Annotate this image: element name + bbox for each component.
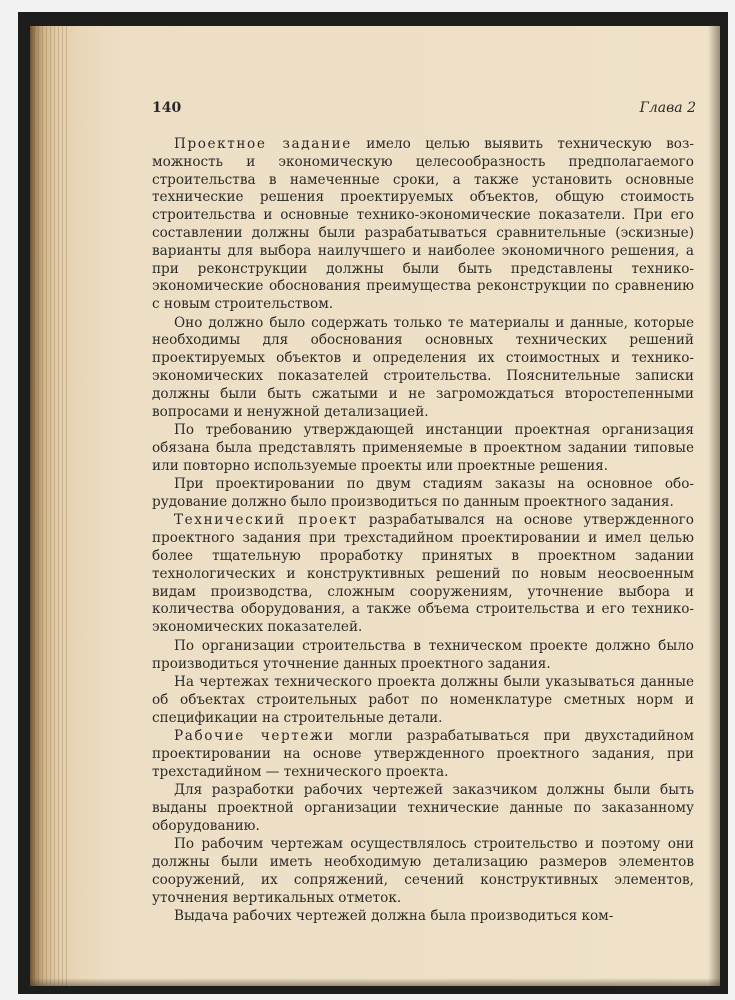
paragraph	[152, 908, 694, 926]
paragraph	[152, 476, 694, 512]
paragraph-text: Для разработки рабочих чертежей заказчиком должны были быть выданы проектной организации технические данные по заказанному оборудованию.	[152, 782, 694, 834]
page-edges	[30, 26, 70, 986]
paragraph-text: Оно должно было содержать только те материалы и данные, которые необходимы для обоснования основных технических решений проектируемых объектов и определения их стоимостных и технико-экономических показателей строительства. Пояснительные записки должны были быть сжатыми и не загромождаться второстепенными вопросами и ненужной детализацией.	[152, 314, 694, 420]
paragraph-text: могли разрабатываться при двухстадийном проектировании на основе утвержденного проектного задания, при трехстадийном — технического проекта.	[152, 728, 694, 780]
term-lead: Рабочие чертежи	[174, 728, 335, 745]
chapter-title: Глава 2	[639, 100, 696, 116]
paragraph	[152, 836, 694, 907]
page-bottom-shadow	[30, 978, 720, 986]
paragraph	[152, 674, 694, 727]
paragraph-text: По требованию утверждающей инстанции проектная организация обязана была представлять применяемые в проектном задании типовые или повторно используемые проекты или проектные решения.	[152, 422, 694, 474]
term-lead: Проектное задание	[174, 136, 352, 152]
page-right-shadow	[708, 26, 720, 986]
paragraph-text: Выдача рабочих чертежей должна была производиться ком-	[174, 908, 614, 925]
paragraph	[152, 315, 694, 422]
paragraph	[152, 728, 694, 781]
page-number: 140	[152, 100, 182, 116]
paragraph-text: разрабатывался на основе утвержденного проектного задания при трехстадийном проектировании и имел целью более тщательную проработку принятых в проектном задании технологических и конструктивных решений по новым неосвоенным видам производства, сложным сооружениям, уточнение выбора и количества оборудования, а также объема строительства и его технико-экономических показателей.	[152, 512, 694, 636]
paragraph	[152, 422, 694, 475]
paragraph-text: При проектировании по двум стадиям заказы на основное оборудование должно было производиться по данным проектного задания.	[152, 476, 694, 510]
paragraph-text: На чертежах технического проекта должны были указываться данные об объектах строительных работ по номенклатуре сметных норм и спецификации на строительные детали.	[152, 674, 694, 726]
body-text	[152, 136, 694, 926]
paragraph	[152, 782, 694, 835]
running-header	[152, 100, 696, 120]
paragraph-text: По организации строительства в техническом проекте должно было производиться уточнение данных проектного задания.	[152, 637, 694, 672]
paragraph-text: По рабочим чертежам осуществлялось строительство и поэтому они должны были иметь необходимую детализацию размеров элементов сооружений, их сопряжений, сечений конструктивных элементов, уточнения вертикальных отметок.	[152, 836, 694, 906]
paragraph	[152, 638, 694, 674]
paragraph-text: имело целью выявить техническую возможность и экономическую целесообразность предполагаемого строительства в намеченные сроки, а также установить основные технические решения проектируемых объектов, общую стоимость строительства и основные технико-экономические показатели. При его составлении должны были разрабатываться сравнительные (эскизные) варианты для выбора наилучшего и наиболее экономичного решения, а при реконструкции должны были быть представлены технико-экономические обоснования преимущества реконструкции по сравнению с новым строительством.	[152, 136, 694, 313]
paragraph	[152, 512, 694, 637]
paragraph	[152, 136, 694, 314]
term-lead: Технический проект	[174, 512, 358, 529]
